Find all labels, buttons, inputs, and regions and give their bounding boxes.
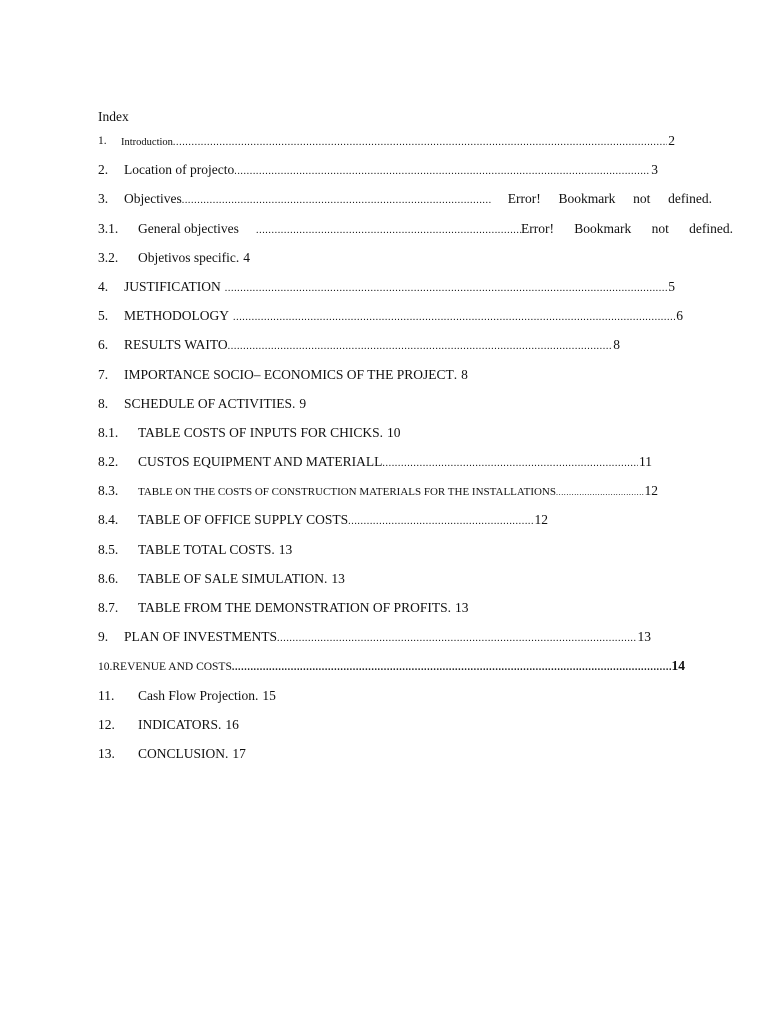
toc-dot-leader bbox=[256, 220, 521, 242]
toc-entry-number: 2. bbox=[98, 162, 109, 178]
toc-entry[interactable]: 8.5. TABLE TOTAL COSTS . 13 bbox=[98, 539, 738, 568]
toc-entry-page: 13 bbox=[637, 629, 651, 645]
toc-entry-page: 16 bbox=[225, 716, 239, 732]
toc-entry-number: 7. bbox=[98, 366, 109, 382]
toc-entry-label: TABLE OF OFFICE SUPPLY COSTS bbox=[138, 512, 349, 528]
toc-dot-leader bbox=[232, 657, 671, 679]
toc-entry[interactable]: 12. INDICATORS . 16 bbox=[98, 714, 738, 743]
toc-entry-label: SCHEDULE OF ACTIVITIES bbox=[124, 395, 292, 411]
toc-dot-leader bbox=[556, 482, 644, 504]
toc-entry-number: 4. bbox=[98, 278, 109, 294]
toc-entry-page: 4 bbox=[243, 249, 250, 265]
toc-entry-page: 14 bbox=[671, 658, 685, 674]
toc-dot-leader bbox=[234, 161, 650, 183]
toc-entry[interactable] bbox=[98, 655, 738, 684]
toc-entry-number: 8.7. bbox=[98, 600, 119, 615]
toc-entry-page: 3 bbox=[651, 162, 658, 178]
bookmark-error-message: Error! Bookmark not defined. bbox=[507, 191, 712, 207]
toc-entry[interactable]: 7. IMPORTANCE SOCIO– ECONOMICS OF THE PROJECT . 8 bbox=[98, 364, 738, 393]
toc-entry[interactable] bbox=[98, 188, 738, 217]
toc-entry-number: 8. bbox=[98, 395, 109, 411]
bookmark-error-message: Error! Bookmark not defined. bbox=[521, 220, 733, 236]
toc-entry-number: 3.1. bbox=[98, 220, 119, 236]
toc-entry[interactable]: 8. SCHEDULE OF ACTIVITIES . 9 bbox=[98, 393, 738, 422]
toc-entry-label: Cash Flow Projection bbox=[138, 687, 255, 703]
toc-entry-label: TABLE COSTS OF INPUTS FOR CHICKS bbox=[138, 424, 380, 440]
toc-entry-label: CUSTOS EQUIPMENT AND MATERIALL bbox=[138, 454, 383, 470]
toc-entry[interactable]: 3.2. Objetivos specific . 4 bbox=[98, 247, 738, 276]
toc-entry-number: 8.3. bbox=[98, 483, 119, 499]
toc-entry-number: 9. bbox=[98, 629, 109, 645]
toc-entry-page: 15 bbox=[262, 687, 276, 703]
toc-entry-label: CONCLUSION bbox=[138, 745, 226, 761]
toc-entry-page: 9 bbox=[299, 395, 307, 411]
toc-entry-number: 3.2. bbox=[98, 249, 119, 265]
toc-entry-label: Introduction bbox=[121, 137, 173, 148]
toc-entry[interactable] bbox=[98, 159, 738, 188]
toc-entry[interactable]: 8.6. TABLE OF SALE SIMULATION . 13 bbox=[98, 568, 738, 597]
toc-entry[interactable] bbox=[98, 480, 738, 509]
toc-entry-label: TABLE ON THE COSTS OF CONSTRUCTION MATERIALS FOR THE INSTALLATIONS bbox=[138, 486, 556, 499]
toc-dot-leader bbox=[277, 628, 636, 650]
toc-entry-number: 13. bbox=[98, 745, 115, 761]
toc-entry-label: RESULTS WAITO bbox=[124, 337, 228, 353]
toc-entry[interactable] bbox=[98, 305, 738, 334]
toc-entry-number: 8.5. bbox=[98, 541, 119, 557]
toc-entry-page: 8 bbox=[613, 337, 620, 353]
toc-entry-page: 10 bbox=[386, 424, 401, 440]
toc-entry-label: INDICATORS bbox=[138, 716, 219, 732]
toc-entry[interactable]: 13. CONCLUSION . 17 bbox=[98, 743, 738, 772]
toc-entry[interactable] bbox=[98, 626, 738, 655]
toc-dot-leader bbox=[229, 307, 675, 329]
toc-dot-leader bbox=[182, 190, 492, 212]
toc-entry[interactable]: 8.1. TABLE COSTS OF INPUTS FOR CHICKS . 10 bbox=[98, 422, 738, 451]
toc-entry[interactable] bbox=[98, 334, 738, 363]
toc-entry-page: 11 bbox=[639, 454, 652, 470]
toc-entry[interactable] bbox=[98, 130, 738, 159]
toc-entry-number: 6. bbox=[98, 337, 109, 353]
toc-dot-leader bbox=[228, 336, 613, 358]
toc-entry-label: Objetivos specific bbox=[138, 249, 236, 265]
toc-entry[interactable]: 11. Cash Flow Projection . 15 bbox=[98, 685, 738, 714]
toc-entry-label: PLAN OF INVESTMENTS bbox=[124, 629, 278, 645]
toc-entry[interactable] bbox=[98, 509, 738, 538]
toc-entry-label: TABLE OF SALE SIMULATION bbox=[138, 570, 325, 586]
toc-entry-label: IMPORTANCE SOCIO– ECONOMICS OF THE PROJECT bbox=[124, 366, 454, 382]
toc-entry-page: 12 bbox=[644, 483, 658, 499]
toc-dot-leader bbox=[221, 278, 667, 300]
toc-entry[interactable] bbox=[98, 451, 738, 480]
toc-dot-leader bbox=[382, 453, 638, 475]
toc-entry-page: 13 bbox=[278, 541, 293, 557]
toc-entry-number: 3. bbox=[98, 191, 109, 207]
table-of-contents bbox=[98, 130, 738, 772]
toc-entry-page: 13 bbox=[331, 570, 345, 586]
toc-entry-label: Location of projecto bbox=[124, 162, 235, 178]
toc-entry-label: JUSTIFICATION bbox=[124, 278, 221, 294]
toc-dot-leader bbox=[173, 132, 667, 154]
toc-entry-page: 5 bbox=[668, 278, 675, 294]
toc-entry-label: General objectives bbox=[138, 220, 239, 236]
toc-entry-number: 1. bbox=[98, 135, 107, 147]
toc-entry-label: Objectives bbox=[124, 191, 182, 207]
toc-entry-label: REVENUE AND COSTS bbox=[112, 661, 232, 674]
toc-entry[interactable] bbox=[98, 218, 738, 247]
toc-entry-number: 12. bbox=[98, 716, 115, 732]
toc-entry[interactable]: 8.7. TABLE FROM THE DEMONSTRATION OF PROFITS . 13 bbox=[98, 597, 738, 626]
toc-entry-label: METHODOLOGY bbox=[124, 308, 229, 324]
toc-entry-number: 11. bbox=[98, 687, 115, 703]
toc-entry[interactable] bbox=[98, 276, 738, 305]
toc-entry-page: 6 bbox=[676, 308, 683, 324]
toc-entry-number: 8.2. bbox=[98, 454, 119, 470]
toc-entry-label: TABLE TOTAL COSTS bbox=[138, 541, 272, 557]
toc-entry-page: 17 bbox=[232, 745, 246, 761]
toc-entry-number: 5. bbox=[98, 308, 109, 324]
toc-entry-page: 8 bbox=[461, 366, 468, 382]
toc-entry-number: 8.4. bbox=[98, 512, 119, 528]
toc-entry-label: TABLE FROM THE DEMONSTRATION OF PROFITS bbox=[138, 600, 448, 615]
toc-dot-leader bbox=[348, 511, 533, 533]
index-title: Index bbox=[98, 109, 129, 124]
toc-entry-page: 12 bbox=[534, 512, 548, 528]
toc-entry-number: 10. bbox=[98, 661, 113, 674]
toc-entry-number: 8.6. bbox=[98, 570, 119, 586]
toc-entry-page: 13 bbox=[454, 600, 469, 615]
toc-entry-number: 8.1. bbox=[98, 424, 119, 440]
toc-entry-page: 2 bbox=[668, 133, 675, 148]
